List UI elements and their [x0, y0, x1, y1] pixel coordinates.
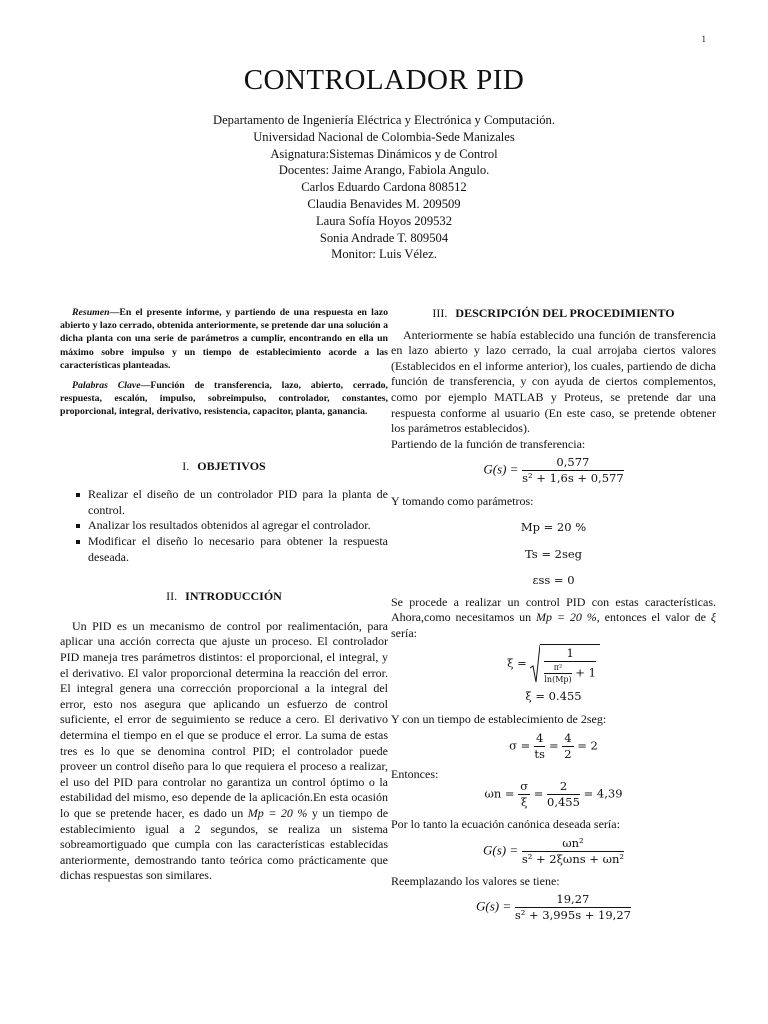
equation-sigma: [391, 732, 716, 761]
fraction: [544, 663, 571, 684]
list-item: Analizar los resultados obtenidos al agregar el controlador.: [76, 518, 388, 534]
list-item: Modificar el diseño lo necesario para obtener la respuesta deseada.: [76, 534, 388, 565]
abstract-label: Resumen: [72, 307, 110, 318]
intro-paragraph: [60, 619, 388, 884]
section-title: DESCRIPCIÓN DEL PROCEDIMIENTO: [455, 306, 675, 320]
fraction: [534, 732, 545, 761]
denominator: ln(Mp): [544, 674, 572, 684]
eq-result: = 4,39: [583, 786, 623, 801]
equals-sign: =: [533, 786, 544, 801]
numerator: 2: [547, 780, 580, 795]
section-number: III.: [432, 306, 448, 320]
numerator: σ: [520, 779, 529, 794]
affiliation-line: Docentes: Jaime Arango, Fabiola Angulo.: [278, 163, 490, 178]
author-block: [0, 112, 768, 263]
numerator: π²: [544, 663, 571, 674]
keywords-text: Función de transferencia, lazo, abierto, cerrado, respuesta, escalón, impulso, sobreimpulso, controlador, constantes, proporcional, integral, derivativo, resistencia, capacitor, planta, ganancia.: [60, 380, 388, 418]
text: , entonces el valor de: [596, 610, 706, 625]
keywords-label: Palabras Clave: [72, 380, 141, 392]
equation-canonical: [391, 837, 716, 866]
denominator: [544, 662, 596, 684]
left-column: [60, 306, 388, 884]
eq-lhs: ωn =: [484, 786, 515, 801]
section-title: INTRODUCCIÓN: [185, 589, 282, 604]
intro-text-b: y un tiempo de establecimiento igual a 2 segundos, se realiza un sistema sobreamortiguado que cumpla con las características establecidas anteriormente, demostrando tanto teórica como prácticamente que dichas respuestas son similares.: [60, 805, 389, 883]
radicand: [540, 644, 600, 684]
equation-ess: εss = 0: [532, 573, 575, 588]
author-line: Laura Sofía Hoyos 209532: [315, 213, 453, 228]
eq-result: = 2: [577, 738, 598, 753]
numerator: 4: [535, 730, 544, 745]
intro-text-a: Un PID es un mecanismo de control por realimentación, para aplicar una acción correcta que ajuste un proceso. El controlador PID maneja tres parámetros distintos: el proporcional, el integral, y el derivativo. El valor proporcional determina la reacción del error. El integral genera una corrección proporcional a la integral del error, esto nos asegura que aplicando un esfuerzo de control suficiente, el error de seguimiento se reduce a cero. El derivativo determina el tiempo en el que se produce el error. La suma de estas tres es lo que se denomina control PID; el controlador puede proveer un control diseño para lo que requiera el proceso a realizar, el uso del PID para controlar no garantiza un control óptimo o la estabilidad del mismo, eso depende de la aplicación.En esta ocasión lo que se pretende hacer, es dado un: [60, 618, 388, 820]
fraction: [547, 780, 580, 809]
fraction: [518, 780, 530, 809]
equation-wn: [391, 780, 716, 809]
numerator: 19,27: [515, 893, 631, 908]
radical-icon: [530, 644, 540, 684]
procedure-paragraph: Entonces:: [391, 766, 439, 781]
section-number: II.: [166, 589, 178, 604]
procedure-paragraph: Anteriormente se había establecido una función de transferencia en lazo abierto y lazo cerrado, la cual arrojaba ciertos valores (Establecidos en el informe anterior), los cuales, partiendo de dicha función de transferencia, y con ayuda de ciertos complementos, como por ejemplo MATLAB y Proteus, se pretende dar una respuesta conforme al usuario (En este caso, se pretende obtener los parámetros establecidos).: [391, 327, 716, 436]
eq-lhs: G(s) =: [483, 842, 519, 858]
procedure-paragraph: Y tomando como parámetros:: [391, 494, 534, 509]
plus-term: + 1: [575, 665, 596, 679]
numerator: 4: [564, 730, 572, 745]
author-line: Monitor: Luis Vélez.: [331, 247, 437, 262]
fraction: [522, 837, 624, 866]
right-column: [391, 306, 716, 922]
denominator: ts: [534, 746, 545, 761]
denominator: s² + 3,995s + 19,27: [514, 908, 631, 923]
abstract-text: En el presente informe, y partiendo de una respuesta en lazo abierto y lazo cerrado, obtenida anteriormente, se pretende dar una solución a dicha planta con una serie de parámetros a cumplir, encontrando en ella un máximo sobre impulso y un tiempo de establecimiento acorde a las características planteadas.: [60, 307, 388, 371]
eq-lhs: G(s) =: [476, 898, 512, 914]
fraction: [562, 732, 573, 761]
list-item: Realizar el diseño de un controlador PID para la planta de control.: [76, 487, 388, 518]
procedure-paragraph: Partiendo de la función de transferencia:: [391, 436, 586, 451]
procedure-paragraph: Y con un tiempo de establecimiento de 2seg:: [391, 712, 607, 727]
text: Se procede a realizar un control PID con estas características. Ahora,como necesitamos un: [391, 594, 716, 625]
eq-lhs: ξ =: [507, 655, 527, 670]
author-line: Sonia Andrade T. 809504: [319, 230, 449, 245]
text: sería:: [391, 625, 417, 640]
paper-title: CONTROLADOR PID: [243, 64, 525, 96]
section-heading-introduccion: [60, 589, 388, 605]
author-line: Claudia Benavides M. 209509: [307, 196, 461, 211]
equation-transfer-function: [391, 456, 716, 485]
procedure-paragraph: Reemplazando los valores se tiene:: [391, 873, 560, 888]
affiliation-line: Departamento de Ingeniería Eléctrica y Electrónica y Computación.: [213, 113, 555, 127]
equation-ts: Ts = 2seg: [524, 546, 583, 561]
section-heading-objetivos: [60, 459, 388, 475]
fraction: [515, 893, 631, 922]
equals-sign: =: [548, 738, 559, 753]
numerator: 0,577: [522, 456, 624, 471]
eq-lhs: σ =: [509, 738, 531, 753]
inline-math-mp: Mp = 20 %: [536, 610, 597, 625]
eq-lhs: G(s) =: [483, 461, 519, 477]
numerator: 1: [544, 647, 596, 662]
fraction: [544, 647, 596, 684]
abstract: Resumen—En el presente informe, y partiendo de una respuesta en lazo abierto y lazo cerrado, obtenida anteriormente, se pretende dar una solución a dicha planta con una serie de parámetros a cumplir, encontrando en ella un máximo sobre impulso y un tiempo de establecimiento acorde a las características planteadas.: [60, 307, 388, 371]
keywords: Palabras Clave—Función de transferencia, lazo, abierto, cerrado, respuesta, escalón, impulso, sobreimpulso, controlador, constantes, proporcional, integral, derivativo, resistencia, capacitor, planta, ganancia.: [60, 380, 388, 418]
inline-math-mp: Mp = 20 %: [247, 805, 308, 820]
objectives-list: [60, 487, 388, 565]
inline-math-xi: ξ: [710, 610, 717, 625]
procedure-paragraph: [391, 595, 716, 642]
equation-final: [391, 893, 716, 922]
denominator: ξ: [520, 795, 528, 810]
section-title: OBJETIVOS: [197, 458, 266, 473]
fraction: [522, 456, 624, 485]
equation-mp: Mp = 20 %: [520, 519, 587, 534]
author-line: Carlos Eduardo Cardona 808512: [301, 180, 467, 195]
equation-xi: [391, 644, 716, 684]
section-number: I.: [182, 458, 190, 473]
denominator: 0,455: [547, 795, 580, 810]
page-number: 1: [701, 34, 706, 44]
equation-xi-value: ξ = 0.455: [525, 688, 582, 703]
numerator: ωn²: [522, 837, 624, 852]
denominator: s² + 1,6s + 0,577: [522, 471, 624, 486]
denominator: s² + 2ξωns + ωn²: [521, 851, 624, 866]
procedure-paragraph: Por lo tanto la ecuación canónica deseada sería:: [391, 817, 620, 832]
affiliation-line: Universidad Nacional de Colombia-Sede Manizales: [253, 129, 515, 144]
section-heading-procedimiento: [391, 306, 716, 322]
affiliation-line: Asignatura:Sistemas Dinámicos y de Control: [270, 146, 498, 161]
square-root: [530, 644, 600, 684]
denominator: 2: [564, 746, 572, 761]
